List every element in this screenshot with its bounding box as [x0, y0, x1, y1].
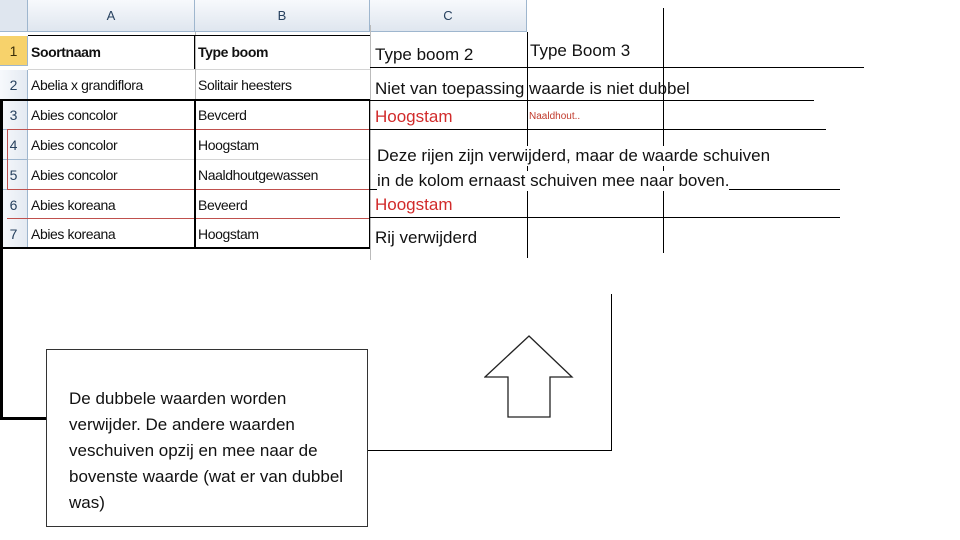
selection-border	[0, 247, 370, 249]
connector-line	[368, 450, 612, 451]
row2-note: Niet van toepassing waarde is niet dubbel	[375, 79, 690, 98]
select-all-corner[interactable]	[0, 0, 28, 32]
cell-b2[interactable]: Solitair heesters	[198, 77, 292, 93]
cell-a4[interactable]: Abies concolor	[31, 137, 118, 153]
table2-line	[370, 67, 864, 68]
row7-note: Rij verwijderd	[375, 228, 478, 247]
up-arrow-icon	[484, 335, 574, 419]
cell-a1[interactable]: Soortnaam	[31, 44, 101, 60]
cell-b7[interactable]: Hoogstam	[198, 226, 259, 242]
duplicate-highlight-border	[7, 129, 8, 189]
connector-line	[611, 294, 612, 451]
connector-line	[0, 99, 3, 419]
column-header-b[interactable]: B	[195, 0, 370, 32]
table2-line	[370, 129, 826, 130]
row-header-7[interactable]: 7	[0, 219, 28, 249]
row-header-2[interactable]: 2	[0, 70, 28, 100]
cell-b5[interactable]: Naaldhoutgewassen	[198, 167, 319, 183]
duplicate-highlight-border	[7, 189, 370, 190]
column-header-a[interactable]: A	[28, 0, 195, 32]
deleted-rows-note-line2: in de kolom ernaast schuiven mee naar boven.	[377, 171, 730, 190]
row-header-4[interactable]: 4	[0, 130, 28, 160]
row3-naaldhout: Naaldhout..	[529, 111, 581, 122]
row-header-3[interactable]: 3	[0, 100, 28, 130]
cell-b4[interactable]: Hoogstam	[198, 137, 259, 153]
selection-border	[194, 99, 196, 249]
table2-line	[370, 100, 814, 101]
cell-b1[interactable]: Type boom	[198, 44, 269, 60]
table2-line	[370, 25, 371, 260]
cell-a5[interactable]: Abies concolor	[31, 167, 118, 183]
explanation-callout: De dubbele waarden worden verwijder. De andere waarden veschuiven opzij en mee naar de bovenste waarde (wat er van dubbel was)	[46, 349, 368, 527]
selection-border	[0, 99, 370, 101]
duplicate-highlight-border	[7, 129, 370, 130]
type-boom-2-header: Type boom 2	[375, 45, 474, 64]
connector-line	[0, 417, 46, 420]
cell-a7[interactable]: Abies koreana	[31, 226, 116, 242]
type-boom-3-header: Type Boom 3	[530, 41, 631, 60]
column-header-c[interactable]: C	[370, 0, 527, 32]
row-header-5[interactable]: 5	[0, 160, 28, 190]
row-header-6[interactable]: 6	[0, 190, 28, 220]
table2-line	[370, 217, 840, 218]
row6-hoogstam: Hoogstam	[375, 195, 453, 214]
deleted-rows-note-line1: Deze rijen zijn verwijderd, maar de waarde schuiven	[377, 146, 771, 165]
cell-a3[interactable]: Abies concolor	[31, 107, 118, 123]
cell-b3[interactable]: Bevcerd	[198, 107, 247, 123]
table2-line	[527, 32, 528, 258]
cell-a2[interactable]: Abelia x grandiflora	[31, 77, 143, 93]
row3-hoogstam: Hoogstam	[375, 107, 453, 126]
cell-b6[interactable]: Beveerd	[198, 197, 248, 213]
duplicate-highlight-border	[7, 218, 370, 219]
row-header-1[interactable]: 1	[0, 36, 28, 66]
cell-a6[interactable]: Abies koreana	[31, 197, 116, 213]
header-border	[194, 35, 195, 69]
header-border	[28, 35, 370, 36]
